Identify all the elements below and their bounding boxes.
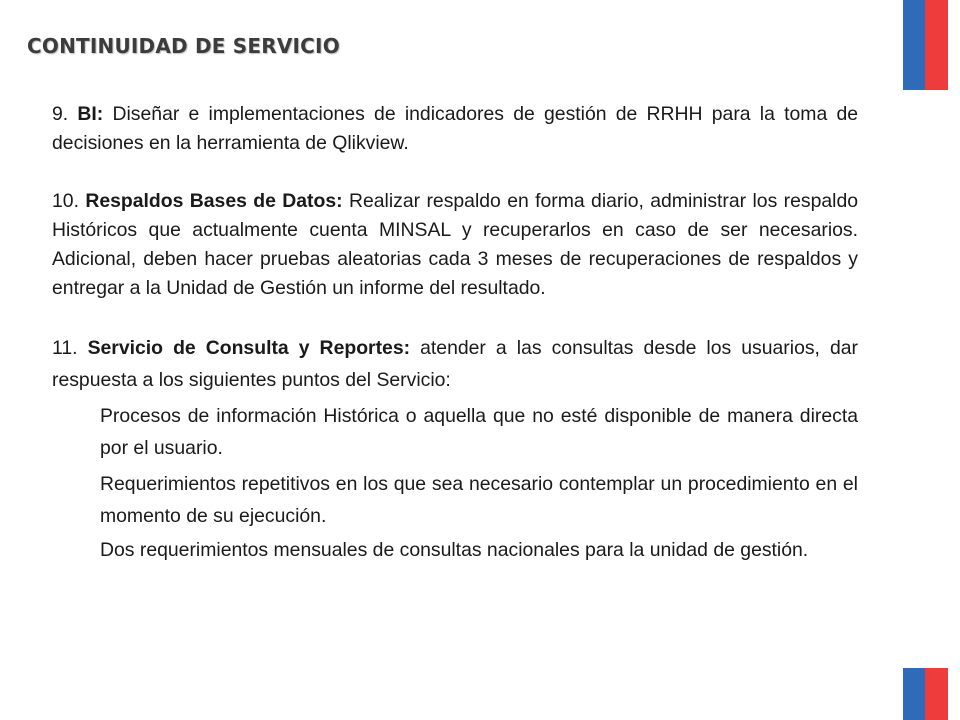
flag-red-bar: [925, 0, 948, 90]
item-number: 10.: [52, 190, 79, 212]
subitem: Requerimientos repetitivos en los que sea necesario contemplar un procedimiento en el momento de su ejecución.: [100, 473, 858, 527]
flag-decoration-bottom: [880, 668, 948, 720]
item-label: Servicio de Consulta y Reportes:: [87, 337, 411, 359]
item-label: Respaldos Bases de Datos:: [85, 190, 343, 212]
item-number: 11.: [52, 337, 78, 359]
item-number: 9.: [52, 103, 69, 125]
item-text: Diseñar e implementaciones de indicadores de gestión de RRHH para la toma de decisiones en la herramienta de Qlikview.: [52, 103, 859, 154]
flag-white-bar: [880, 0, 903, 90]
subitem: Procesos de información Histórica o aquella que no esté disponible de manera directa por el usuario.: [100, 405, 858, 459]
item-label: BI:: [77, 103, 104, 125]
item-10: [52, 187, 858, 303]
flag-decoration-top: [880, 0, 948, 90]
flag-blue-bar: [903, 668, 926, 720]
flag-white-bar: [880, 668, 903, 720]
slide-content: [52, 100, 858, 569]
item-11: [52, 332, 858, 396]
flag-blue-bar: [903, 0, 926, 90]
flag-red-bar: [925, 668, 948, 720]
item-9: [52, 100, 858, 158]
subitem: Dos requerimientos mensuales de consultas nacionales para la unidad de gestión.: [100, 539, 809, 561]
page-title: CONTINUIDAD DE SERVICIO: [27, 34, 340, 58]
item-text: Realizar respaldo en forma diario, administrar los respaldo Históricos que actualmente cuenta MINSAL y recuperarlos en caso de ser necesarios. Adicional, deben hacer pruebas aleatorias cada 3 meses de recuperaciones de respaldos y entregar a la Unidad de Gestión un informe del resultado.: [52, 190, 859, 299]
item-text: atender a las consultas desde los usuarios, dar respuesta a los siguientes puntos del Servicio:: [52, 337, 859, 391]
